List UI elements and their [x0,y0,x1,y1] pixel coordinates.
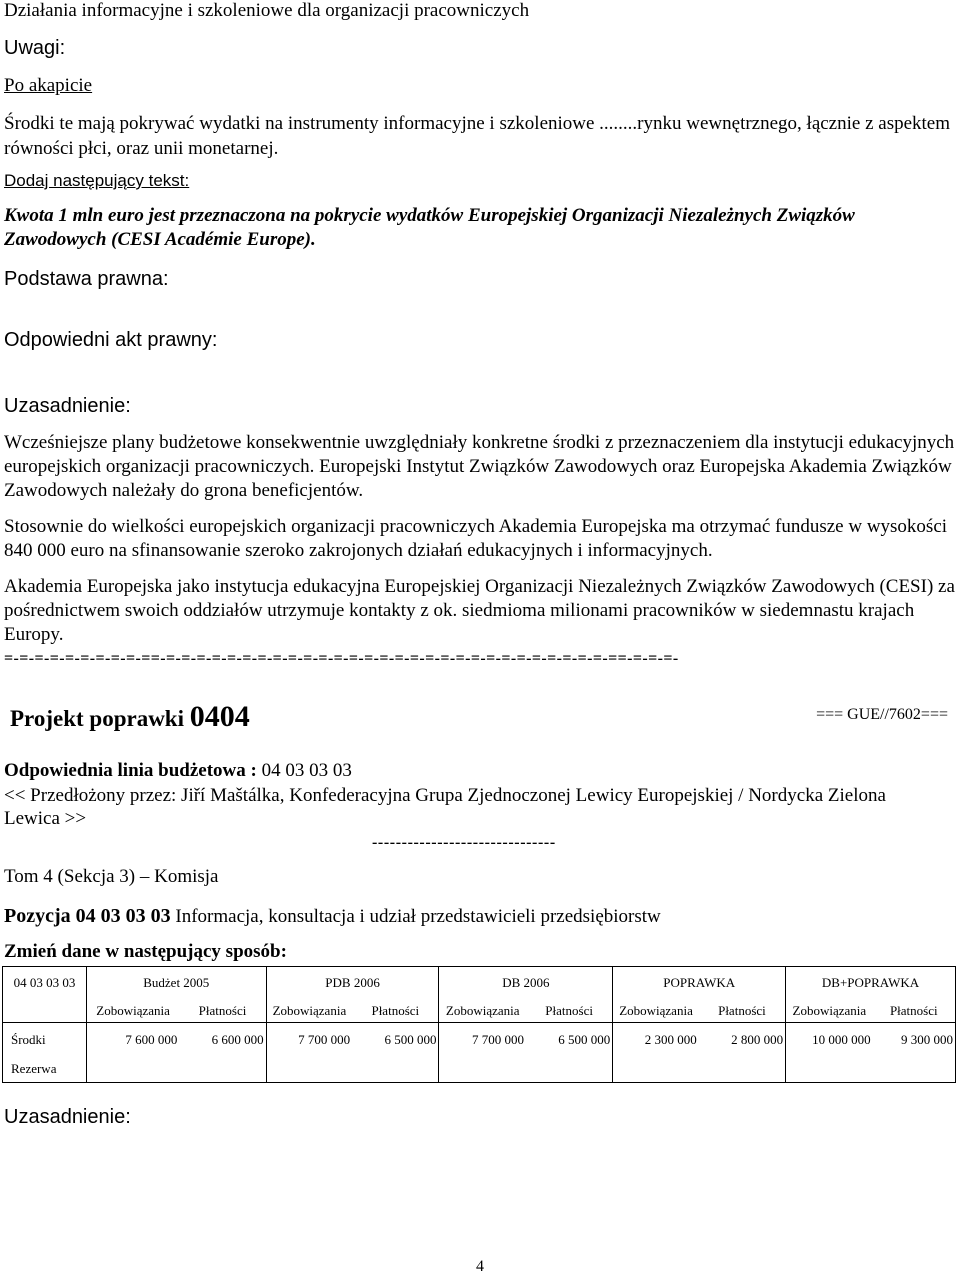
table-cell: 10 000 000 [786,1023,873,1057]
table-cell: 6 600 000 [179,1023,266,1057]
table-subheader-row [3,999,956,1023]
table-cell: 7 600 000 [86,1023,179,1057]
table-cell: 9 300 000 [873,1023,956,1057]
table-subheader: Zobowiązania [439,999,526,1023]
table-group-header: DB+POPRAWKA [786,967,956,1000]
budget-line [4,760,352,782]
amendment-number: 0404 [189,700,250,733]
page-header-title: Działania informacyjne i szkoleniowe dla organizacji pracowniczych [4,0,530,21]
amendment-title [10,700,250,736]
table-cell: 2 800 000 [699,1023,786,1057]
legal-basis-label: Podstawa prawna: [4,268,169,290]
budget-line-label: Odpowiednia linia budżetowa : [4,760,257,781]
item-title: Informacja, konsultacja i udział przedstawicieli przedsiębiorstw [175,906,661,927]
table-cell: 7 700 000 [266,1023,352,1057]
table-subheader: Płatności [718,1002,766,1018]
after-paragraph-label: Po akapicie [4,75,93,96]
justification-label: Uzasadnienie: [4,395,131,417]
volume-label: Tom 4 (Sekcja 3) – Komisja [4,866,219,887]
notes-label: Uwagi: [4,37,66,59]
justification-paragraph-2: Stosownie do wielkości europejskich organizacji pracowniczych Akademia Europejska ma otrzymać fundusze w wysokości 840 000 euro na sfinansowanie szeroko zakrojonych działań edukacyjnych i informacyjnych. [4,516,948,561]
table-subheader: Płatności [198,1002,247,1018]
table-cell: 6 500 000 [526,1023,613,1057]
table-subheader: Zobowiązania [86,999,179,1023]
page-number: 4 [476,1258,484,1275]
table-header-row [3,967,956,1000]
table-subheader: Płatności [873,999,956,1023]
table-group-header: POPRAWKA [613,967,786,1000]
added-text: Kwota 1 mln euro jest przeznaczona na pokrycie wydatków Europejskiej Organizacji Niezależnych Związków Zawodowych (CESI Académie Europe). [4,205,855,250]
table-cell: 7 700 000 [439,1023,526,1057]
add-text-label: Dodaj następujący tekst: [4,171,190,190]
footer-justification-label: Uzasadnienie: [4,1106,131,1128]
table-cell: 2 300 000 [613,1023,699,1057]
table-subheader: Zobowiązania [786,999,873,1023]
table-cell: 6 500 000 [352,1023,439,1057]
item-label: Pozycja 04 03 03 03 [4,905,171,927]
amendment-title-prefix: Projekt poprawki [10,706,184,731]
justification-paragraph-1: Wcześniejsze plany budżetowe konsekwentnie uwzględniały konkretne środki z przeznaczeniem dla instytucji edukacyjnych europejskich organizacji pracowniczych. Europejski Instytut Związków Zawodowych oraz Europejska Akademia Związków Zawodowych należały do grona beneficjentów. [4,432,955,501]
amendment-code: === GUE//7602=== [816,706,948,723]
item-line [4,903,661,930]
dashes-line: ------------------------------- [372,834,556,851]
table-group-header: PDB 2006 [266,967,439,1000]
table-line-cell: 04 03 03 03 [3,967,87,1000]
table-group-header: Budżet 2005 [86,967,266,1000]
budget-line-value: 04 03 03 03 [261,760,352,781]
table-subheader: Płatności [371,1002,420,1018]
legal-act-label: Odpowiedni akt prawny: [4,329,218,351]
change-label: Zmień dane w następujący sposób: [4,941,287,962]
table-subheader: Zobowiązania [266,999,352,1023]
table-group-header: DB 2006 [439,967,613,1000]
budget-table [2,966,956,1083]
submitted-by: << Przedłożony przez: Jiří Maštálka, Konfederacyjna Grupa Zjednoczonej Lewicy Europejskiej / Nordycka Zielona Lewica >> [4,785,886,829]
notes-paragraph: Środki te mają pokrywać wydatki na instrumenty informacyjne i szkoleniowe ........rynku wewnętrznego, łącznie z aspektem równości płci, oraz unii monetarnej. [4,113,951,159]
table-subheader: Płatności [545,1002,593,1018]
justification-paragraph-3: Akademia Europejska jako instytucja edukacyjna Europejskiej Organizacji Niezależnych Związków Zawodowych (CESI) za pośrednictwem swoich oddziałów utrzymuje kontakty z ok. siedmioma milionami pracowników w siedemnastu krajach Europy. [4,576,955,645]
table-row-label: Środki [3,1023,87,1057]
table-row-label: Rezerwa [3,1056,87,1083]
table-row [3,1023,956,1057]
table-subheader: Zobowiązania [613,999,699,1023]
separator-line: =-=-=-=-=-=-=-=-=-==-=-=-=-=-=-=-=-=-=-=-=-=-=-=-=-=-=-=-=-=-=-=-=-=-=-=-=-=-=-==-=-=-=- [4,650,679,667]
table-row [3,1056,956,1083]
